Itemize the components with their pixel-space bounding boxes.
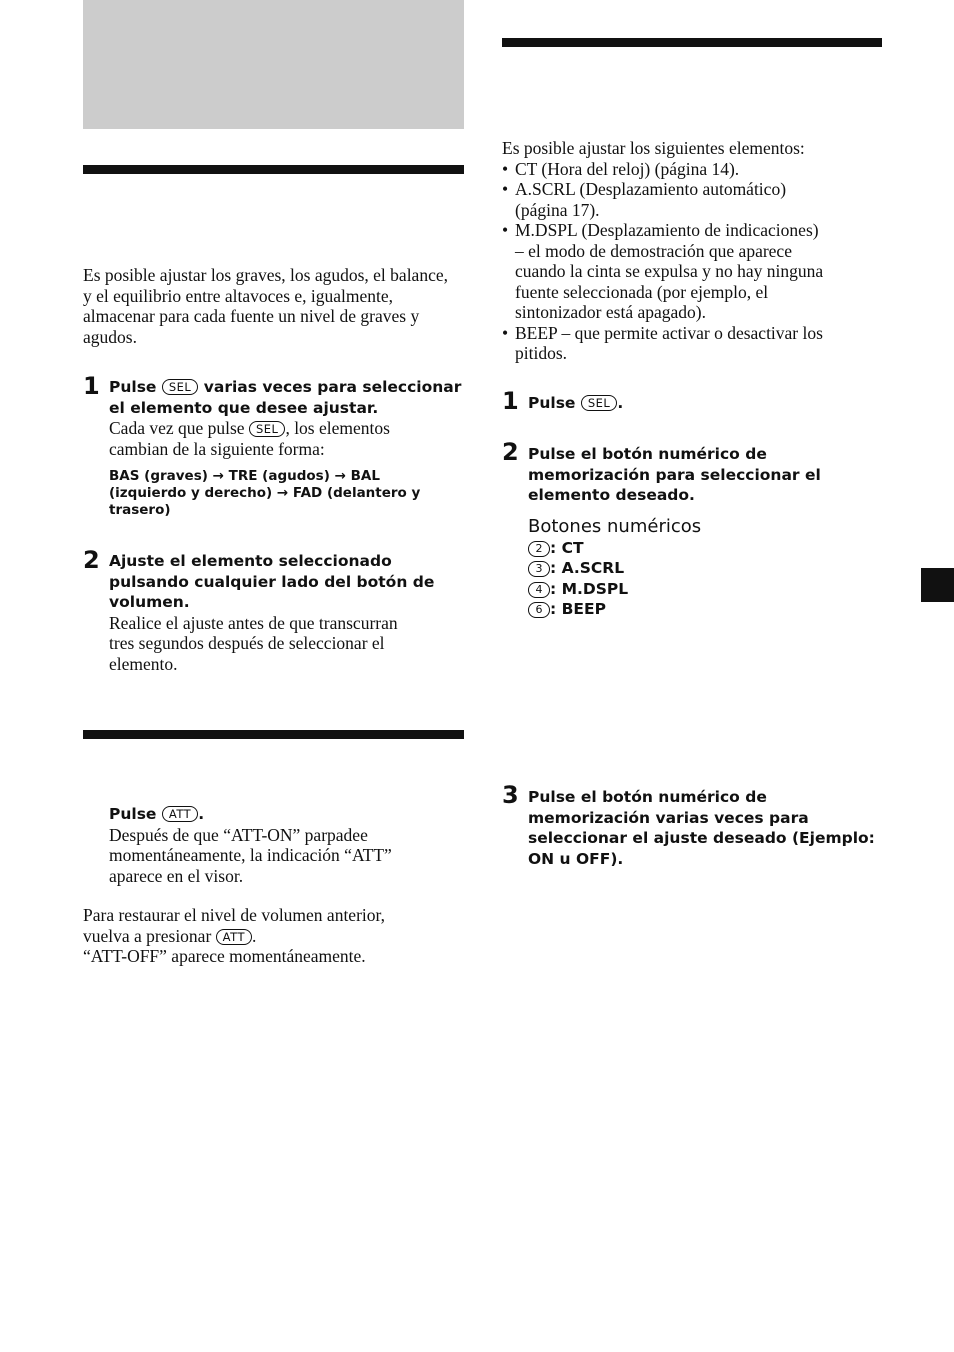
att-step	[109, 804, 464, 886]
arrow-icon: →	[276, 485, 289, 501]
step-text: elemento deseado.	[528, 486, 695, 504]
list-item: (página 17).	[515, 199, 600, 220]
step-text: ON u OFF).	[528, 849, 624, 868]
step-text: .	[617, 394, 624, 412]
list-item: sintonizador está apagado).	[515, 302, 706, 322]
step-number: 1	[502, 387, 519, 415]
body-text: elemento.	[109, 653, 178, 674]
step-text: volumen.	[109, 593, 190, 611]
body-text: Después de que “ATT-ON” parpadee	[109, 824, 368, 845]
step-text: Pulse	[109, 805, 157, 823]
section-rule-att	[83, 730, 464, 739]
number-button-label: : M.DSPL	[550, 579, 629, 598]
arrow-icon: →	[212, 468, 224, 484]
list-item: – el modo de demostración que aparece	[515, 240, 792, 261]
step-number: 2	[502, 438, 519, 466]
section-rule-tone	[83, 165, 464, 174]
list-item: pitidos.	[515, 343, 568, 363]
step-number: 1	[83, 372, 100, 400]
number-button-label: : A.SCRL	[550, 559, 625, 577]
att-restore	[83, 905, 463, 967]
step-text: Pulse el botón numérico de	[528, 445, 767, 463]
tone-intro: Es posible ajustar los graves, los agudos, el balance, y el equilibrio entre altavoces e, igualmente, almacenar para cada fuente un nivel de graves y agudos.	[83, 265, 448, 347]
body-text: Realice el ajuste antes de que transcurran	[109, 612, 398, 633]
step-text: Pulse	[109, 378, 157, 396]
body-text: , los elementos	[285, 418, 390, 438]
list-item: CT (Hora del reloj) (página 14).	[515, 158, 740, 179]
setup-step-3	[528, 787, 882, 869]
sequence-item: TRE (agudos)	[228, 468, 330, 484]
body-text: .	[251, 925, 257, 946]
sequence-item: trasero)	[109, 502, 171, 518]
number-button-4[interactable]: 4	[528, 582, 550, 598]
sel-button[interactable]: SEL	[581, 395, 617, 411]
section-rule-setup	[502, 38, 882, 47]
setup-intro	[502, 138, 882, 364]
page-edge-tab	[921, 568, 954, 602]
section-header-box	[83, 0, 464, 129]
list-item: M.DSPL (Desplazamiento de indicaciones)	[515, 220, 819, 240]
step-text: memorización para seleccionar el	[528, 465, 821, 484]
step-text: memorización varias veces para	[528, 808, 809, 827]
subheading: Botones numéricos	[528, 515, 702, 537]
sel-button[interactable]: SEL	[162, 379, 198, 395]
body-text: momentáneamente, la indicación “ATT”	[109, 845, 392, 865]
step-text: Pulse el botón numérico de	[528, 788, 767, 806]
list-item: BEEP – que permite activar o desactivar los	[515, 322, 823, 343]
step-text: el elemento que desee ajustar.	[109, 398, 379, 417]
sel-button[interactable]: SEL	[249, 421, 285, 437]
list-item: fuente seleccionada (por ejemplo, el	[515, 281, 769, 302]
step-text: pulsando cualquier lado del botón de	[109, 572, 435, 591]
step-text: varias veces para seleccionar	[203, 378, 462, 396]
number-button-3[interactable]: 3	[528, 561, 550, 577]
tone-step-2	[109, 551, 464, 674]
body-text: “ATT-OFF” aparece momentáneamente.	[83, 946, 366, 966]
body-text: Es posible ajustar los siguientes elementos:	[502, 138, 805, 158]
step-text: seleccionar el ajuste deseado (Ejemplo:	[528, 829, 875, 847]
bullet-icon: •	[502, 179, 509, 199]
number-button-6[interactable]: 6	[528, 602, 550, 618]
body-text: aparece en el visor.	[109, 865, 244, 886]
bullet-icon: •	[502, 158, 509, 179]
body-text: vuelva a presionar	[83, 925, 212, 946]
arrow-icon: →	[334, 468, 346, 484]
number-button-label: : BEEP	[550, 600, 606, 618]
body-text: Cada vez que pulse	[109, 418, 245, 438]
body-text: Para restaurar el nivel de volumen anterior,	[83, 905, 386, 925]
bullet-icon: •	[502, 322, 509, 343]
body-text: tres segundos después de seleccionar el	[109, 633, 385, 653]
sequence-item: FAD (delantero y	[292, 485, 421, 501]
att-button[interactable]: ATT	[162, 806, 198, 822]
number-button-label: : CT	[550, 538, 584, 557]
step-number: 2	[83, 546, 100, 574]
setup-step-2	[528, 444, 882, 620]
step-text: Ajuste el elemento seleccionado	[109, 552, 392, 570]
sequence-item: BAS (graves)	[109, 468, 208, 484]
bullet-icon: •	[502, 220, 509, 240]
tone-step-1	[109, 377, 464, 519]
list-item: A.SCRL (Desplazamiento automático)	[515, 179, 787, 199]
sequence-item: BAL	[350, 468, 380, 484]
step-text: .	[198, 805, 205, 823]
sequence-item: (izquierdo y derecho)	[109, 485, 273, 501]
att-button[interactable]: ATT	[216, 929, 252, 945]
setup-step-1	[528, 393, 623, 414]
list-item: cuando la cinta se expulsa y no hay ninguna	[515, 261, 824, 281]
step-number: 3	[502, 781, 519, 809]
body-text: cambian de la siguiente forma:	[109, 438, 325, 459]
number-button-2[interactable]: 2	[528, 541, 550, 557]
step-text: Pulse	[528, 394, 576, 412]
